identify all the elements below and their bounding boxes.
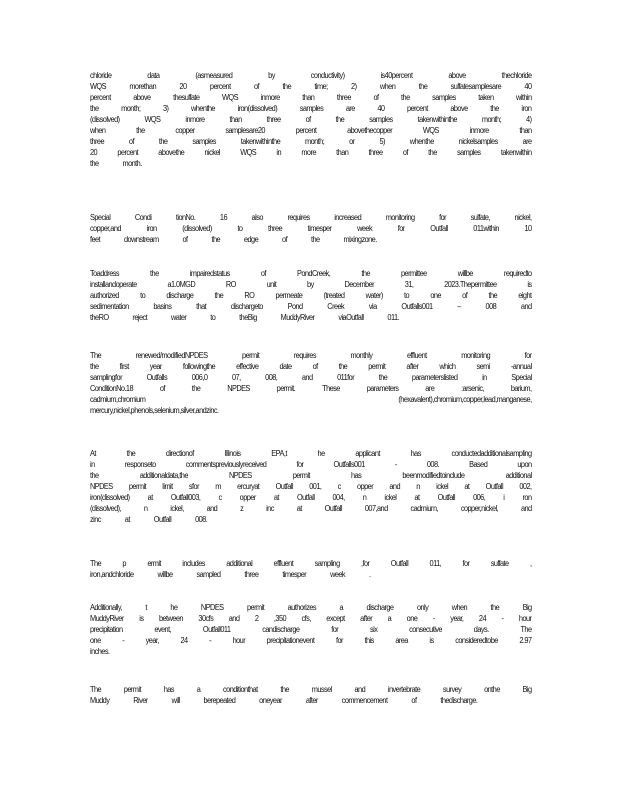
- text-line: Special Condi tionNo. 16 also requires increased monitoring for sulfate, nickel,: [90, 213, 532, 222]
- text-line: percent above thesulfate WQS inmore than three of the samples taken within: [90, 93, 532, 102]
- paragraph: [90, 268, 532, 323]
- text-line: chloride data (asmeasured by conductivity) is40percent above thechloride: [90, 71, 532, 80]
- text-line: the first year followingthe effective date of the permit after which semi -annual: [90, 362, 532, 371]
- paragraph: [90, 212, 532, 245]
- paragraph: [90, 70, 532, 169]
- text-line: theRO reject water to theBig MuddyRiver viaOutfall 011.: [90, 313, 400, 322]
- text-line: inches.: [90, 647, 110, 656]
- text-line: in responseto commentspreviouslyreceived for Outfalls001 - 008. Based upon: [90, 460, 532, 469]
- text-line: feet downstream of the edge of the mixingzone.: [90, 235, 377, 244]
- paragraph: [90, 448, 532, 525]
- text-line: one - year, 24 - hour precipitationevent for this area is consideredtobe 2.97: [90, 636, 532, 645]
- paragraph: [90, 350, 532, 416]
- text-line: Toaddress the impairedstatus of PondCreek, the permittee willbe requiredto: [90, 269, 532, 278]
- text-line: iron,andchloride willbe sampled three timesper week .: [90, 570, 371, 579]
- text-line: (dissolved), n ickel, and z inc at Outfall 007,and cadmium, copper,nickel, and: [90, 504, 532, 513]
- text-line: At the directionof Illinois EPA,t he applicant has conductedadditionalsampling: [90, 449, 532, 458]
- text-line: samplingfor Outfalls 006,0 07, 008, and 011for the parameterslisted in Special: [90, 373, 532, 382]
- text-line: Muddy River will berepeated oneyear after commencement of thedischarge.: [90, 696, 478, 705]
- text-line: 20 percent abovethe nickel WQS in more than three of the samples takenwithin: [90, 148, 532, 157]
- text-line: sedimentation basins that dischargeto Pond Creek via Outfalls001 – 008 and: [90, 302, 532, 311]
- text-line: cadmium,chromium (hexavalent),chromium,copper,lead,manganese,: [90, 395, 532, 404]
- text-line: iron(dissolved) at Outfall003, c opper at Outfall 004, n ickel at Outfall 006, i ron: [90, 493, 532, 502]
- text-line: zinc at Outfall 008.: [90, 515, 208, 524]
- text-line: the additionaldata,the NPDES permit has beenmodifiedtoinclude additional: [90, 471, 532, 480]
- text-line: copper,and iron (dissolved) to three timesper week for Outfall 011within 10: [90, 224, 532, 233]
- paragraph: [90, 684, 532, 706]
- text-line: The permit has a conditionthat the mussel and invertebrate survey onthe Big: [90, 685, 532, 694]
- text-line: NPDES permit limit sfor m ercuryat Outfall 001, c opper and n ickel at Outfall 002,: [90, 482, 532, 491]
- text-line: WQS morethan 20 percent of the time; 2) when the sulfatesamplesare 40: [90, 82, 532, 91]
- text-line: precipitation event, Outfall011 candischarge for six consecutive days. The: [90, 625, 532, 634]
- text-line: (dissolved) WQS inmore than three of the samples takenwithinthe month; 4): [90, 115, 532, 124]
- text-line: The renewed/modifiedNPDES permit requires monthly effluent monitoring for: [90, 351, 532, 360]
- text-line: Additionally, t he NPDES permit authorizes a discharge only when the Big: [90, 603, 532, 612]
- text-line: the month.: [90, 159, 142, 168]
- text-line: ConditionNo.18 of the NPDES permit. These parameters are :arsenic, barium,: [90, 384, 532, 393]
- text-line: The p ermit includes additional effluent sampling ,for Outfall 011, for sulfate ,: [90, 559, 532, 568]
- text-line: MuddyRiver is between 30cfs and 2 ,350 cfs, except after a one - year, 24 - hour: [90, 614, 532, 623]
- text-line: mercury,nickel,phenols,selenium,silver,andzinc.: [90, 406, 219, 415]
- text-line: three of the samples takenwithinthe month; or 5) whenthe nickelsamples are: [90, 137, 532, 146]
- text-line: installandoperate a1.0MGD RO unit by December 31, 2023.Thepermittee is: [90, 280, 532, 289]
- paragraph: [90, 558, 532, 580]
- paragraph: [90, 602, 532, 657]
- text-line: the month; 3) whenthe iron(dissolved) samples are 40 percent above the iron: [90, 104, 532, 113]
- text-line: when the copper samplesare20 percent abovethecopper WQS inmore than: [90, 126, 532, 135]
- text-line: authorized to discharge the RO permeate (treated water) to one of the eight: [90, 291, 532, 300]
